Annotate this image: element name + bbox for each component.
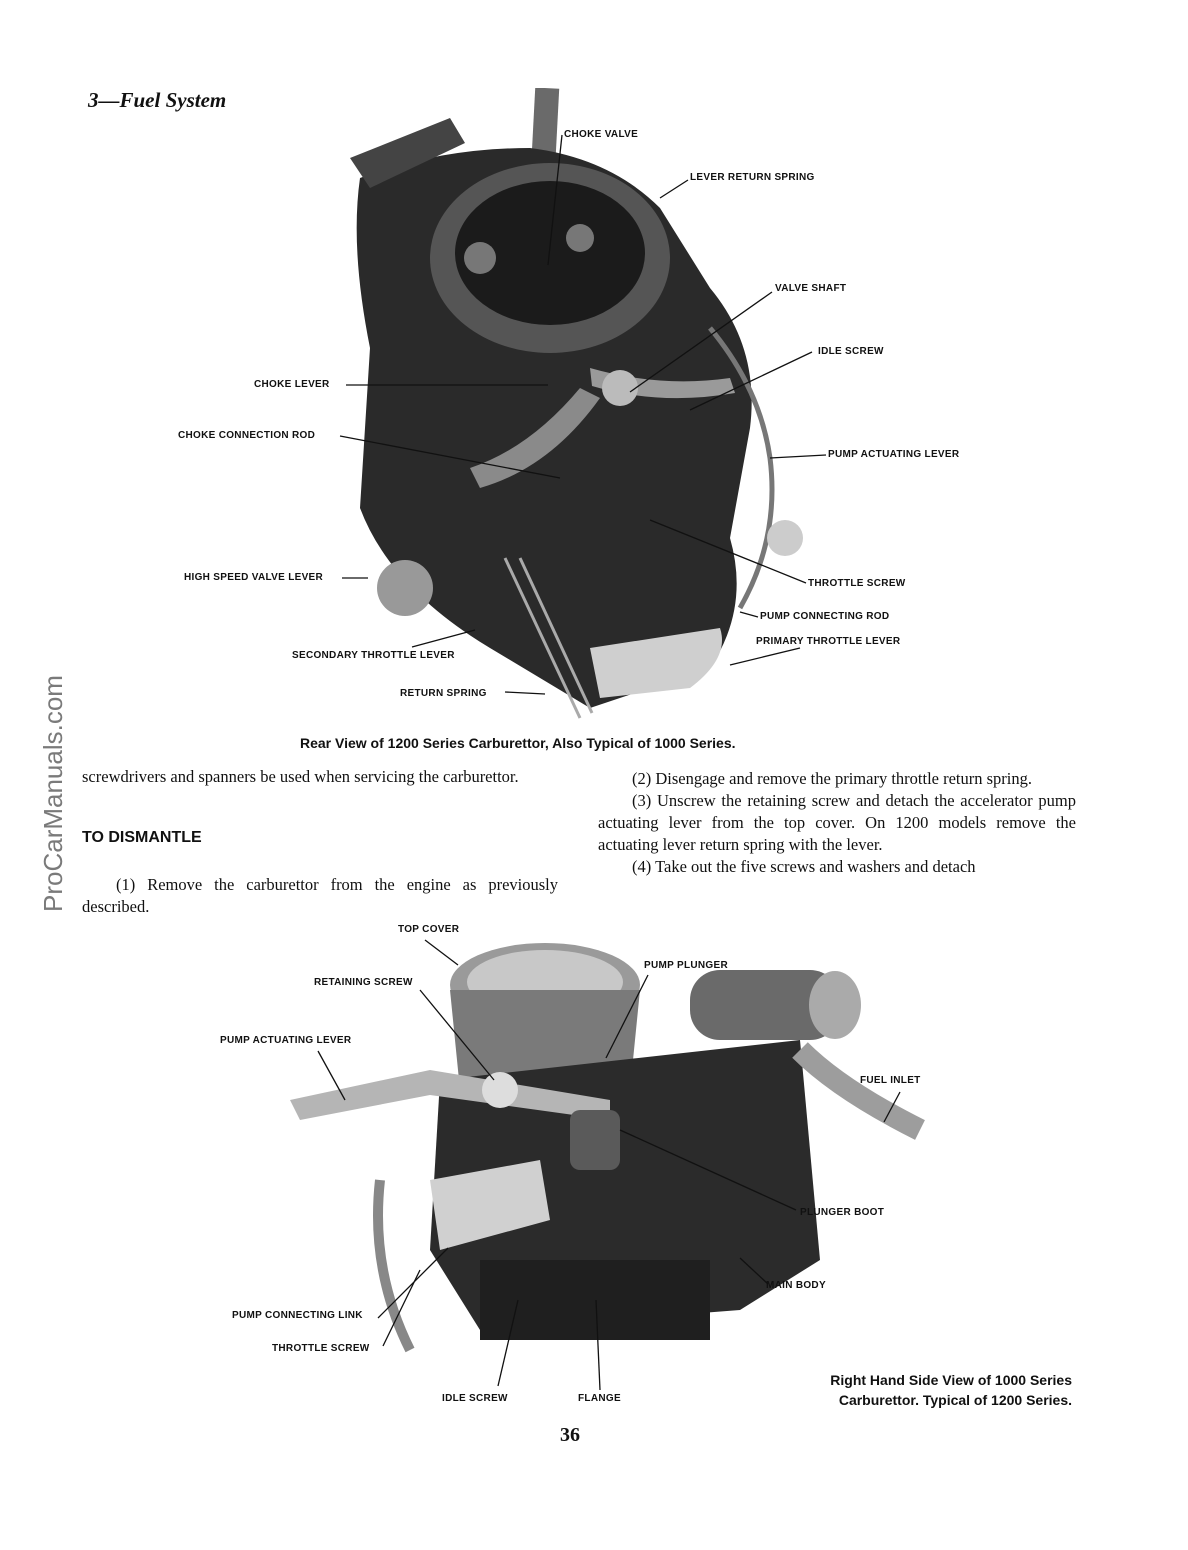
left-column-2 [82, 874, 558, 918]
figure2-caption [778, 1370, 1072, 1410]
label-high-speed-valve-lever: HIGH SPEED VALVE LEVER [184, 572, 324, 583]
left-paragraph-2: (1) Remove the carburettor from the engine as previously described. [82, 875, 558, 916]
label-plunger-boot: PLUNGER BOOT [800, 1207, 885, 1218]
right-column [598, 768, 1076, 878]
figure2-caption-line2: Carburettor. Typical of 1200 Series. [838, 1392, 1072, 1408]
label-flange: FLANGE [578, 1393, 621, 1404]
label-main-body: MAIN BODY [766, 1280, 826, 1291]
right-paragraph-3: (4) Take out the five screws and washers and detach [632, 857, 976, 876]
label-pump-plunger: PUMP PLUNGER [644, 960, 728, 971]
label-fuel-inlet: FUEL INLET [860, 1075, 921, 1086]
right-paragraph-2: (3) Unscrew the retaining screw and detach the accelerator pump actuating lever from the top cover. On 1200 models remove the actuating lever return spring with the lever. [598, 791, 1076, 854]
label-secondary-throttle-lever: SECONDARY THROTTLE LEVER [292, 650, 455, 661]
figure1-caption: Rear View of 1200 Series Carburettor, Also Typical of 1000 Series. [300, 735, 736, 751]
label-top-cover: TOP COVER [398, 924, 460, 935]
label-throttle-screw-2: THROTTLE SCREW [272, 1343, 370, 1354]
label-choke-lever: CHOKE LEVER [254, 379, 330, 390]
label-pump-actuating-lever-2: PUMP ACTUATING LEVER [220, 1035, 352, 1046]
figure2-leader-lines [0, 920, 1188, 1420]
label-pump-connecting-link: PUMP CONNECTING LINK [232, 1310, 363, 1321]
label-lever-return-spring: LEVER RETURN SPRING [690, 172, 815, 183]
section-heading: TO DISMANTLE [82, 829, 202, 846]
label-retaining-screw: RETAINING SCREW [314, 977, 413, 988]
watermark-text: ProCarManuals.com [38, 675, 68, 912]
right-paragraph-1: (2) Disengage and remove the primary throttle return spring. [632, 769, 1032, 788]
label-idle-screw-2: IDLE SCREW [442, 1393, 508, 1404]
label-primary-throttle-lever: PRIMARY THROTTLE LEVER [756, 636, 901, 647]
section-header: 3—Fuel System [88, 88, 227, 112]
label-throttle-screw: THROTTLE SCREW [808, 578, 906, 589]
label-pump-connecting-rod: PUMP CONNECTING ROD [760, 611, 890, 622]
label-valve-shaft: VALVE SHAFT [775, 283, 847, 294]
label-choke-valve: CHOKE VALVE [564, 129, 639, 140]
figure1-leader-lines [0, 0, 1188, 760]
page-number: 36 [560, 1424, 580, 1446]
left-column [82, 766, 558, 788]
label-choke-connection-rod: CHOKE CONNECTION ROD [178, 430, 316, 441]
label-return-spring: RETURN SPRING [400, 688, 487, 699]
left-paragraph-1: screwdrivers and spanners be used when servicing the carburettor. [82, 767, 519, 786]
figure2-caption-line1: Right Hand Side View of 1000 Series [830, 1372, 1072, 1388]
label-idle-screw: IDLE SCREW [818, 346, 884, 357]
label-pump-actuating-lever: PUMP ACTUATING LEVER [828, 449, 960, 460]
